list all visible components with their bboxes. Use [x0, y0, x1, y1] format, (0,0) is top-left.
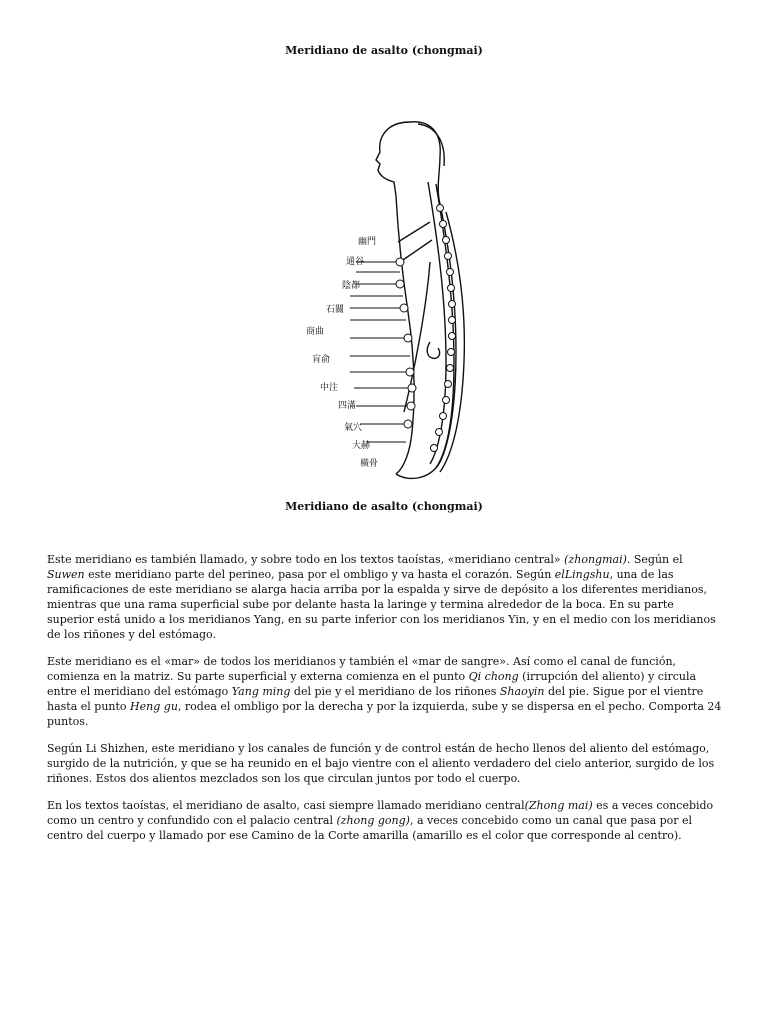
figure-caption: Meridiano de asalto (chongmai)	[285, 500, 483, 513]
italic-term: elLingshu	[554, 568, 610, 581]
text-run: . Según el	[626, 553, 683, 566]
point-label: 大赫	[352, 441, 371, 451]
italic-term: (Zhong mai)	[524, 799, 593, 812]
point-label: 幽門	[358, 237, 377, 247]
paragraph	[47, 798, 723, 843]
italic-term: Yang ming	[231, 685, 291, 698]
point-label: 肓俞	[312, 355, 331, 365]
point-label: 商曲	[306, 327, 325, 337]
paragraph	[47, 741, 723, 786]
point-label: 氣穴	[344, 423, 363, 433]
text-run: Según Li Shizhen, este meridiano y los canales de función y de control están de hecho llenos del aliento del estómago, surgido de la nutrición, y que se ha reunido en el bajo vientre con el aliento verdadero del cielo anterior, surgido de los riñones. Estos dos alientos mezclados son los que circulan juntos por todo el cuerpo.	[47, 742, 715, 785]
italic-term: Suwen	[47, 568, 85, 581]
italic-term: Shaoyin	[499, 685, 545, 698]
point-label: 陰都	[342, 281, 361, 291]
text-run: Este meridiano es el «mar» de todos los meridianos y también el «mar de sangre». Así como el canal de función, comienza en la matriz. Su parte superficial y externa comienza en el punto	[47, 655, 677, 683]
text-run: Este meridiano es también llamado, y sobre todo en los textos taoístas, «meridiano central»	[47, 553, 565, 566]
paragraph	[47, 654, 723, 729]
point-label: 中注	[320, 383, 339, 393]
point-label: 四滿	[338, 401, 357, 411]
text-run: este meridiano parte del perineo, pasa por el ombligo y va hasta el corazón. Según	[84, 568, 555, 581]
meridian-figure-illustration	[290, 112, 490, 488]
text-run: del pie. Sigue por el vientre hasta el punto	[47, 685, 704, 713]
point-label: 通谷	[346, 257, 365, 267]
italic-term: Heng gu	[130, 700, 178, 713]
text-run: En los textos taoístas, el meridiano de asalto, casi siempre llamado meridiano central	[47, 799, 525, 812]
text-run: es a veces concebido como un centro y confundido con el palacio central	[47, 799, 714, 827]
italic-term: (zhongmai)	[564, 553, 627, 566]
italic-term: (zhong gong)	[336, 814, 410, 827]
page-title: Meridiano de asalto (chongmai)	[285, 44, 483, 57]
text-run: , una de las ramificaciones de este meridiano se alarga hacia arriba por la espalda y sirve de depósito a los diferentes meridianos, mientras que una rama superficial sube por delante hasta la laringe y termina alrededor de la boca. En su parte superior está unido a los meridianos Yang, en su parte inferior con los meridianos Yin, y en el medio con los meridianos de los riñones y del estómago.	[47, 568, 716, 641]
point-label: 石關	[326, 305, 345, 315]
text-run: (irrupción del aliento) y circula entre el meridiano del estómago	[47, 670, 697, 698]
text-run: del pie y el meridiano de los riñones	[290, 685, 500, 698]
text-run: , a veces concebido como un canal que pasa por el centro del cuerpo y llamado por ese Camino de la Corte amarilla (amarillo es el color que corresponde al centro).	[47, 814, 693, 842]
paragraph	[47, 552, 723, 642]
text-run: , rodea el ombligo por la derecha y por la izquierda, sube y se dispersa en el pecho. Comporta 24 puntos.	[47, 700, 722, 728]
point-label: 橫骨	[360, 459, 379, 469]
body-text	[47, 552, 723, 855]
italic-term: Qi chong	[468, 670, 519, 683]
